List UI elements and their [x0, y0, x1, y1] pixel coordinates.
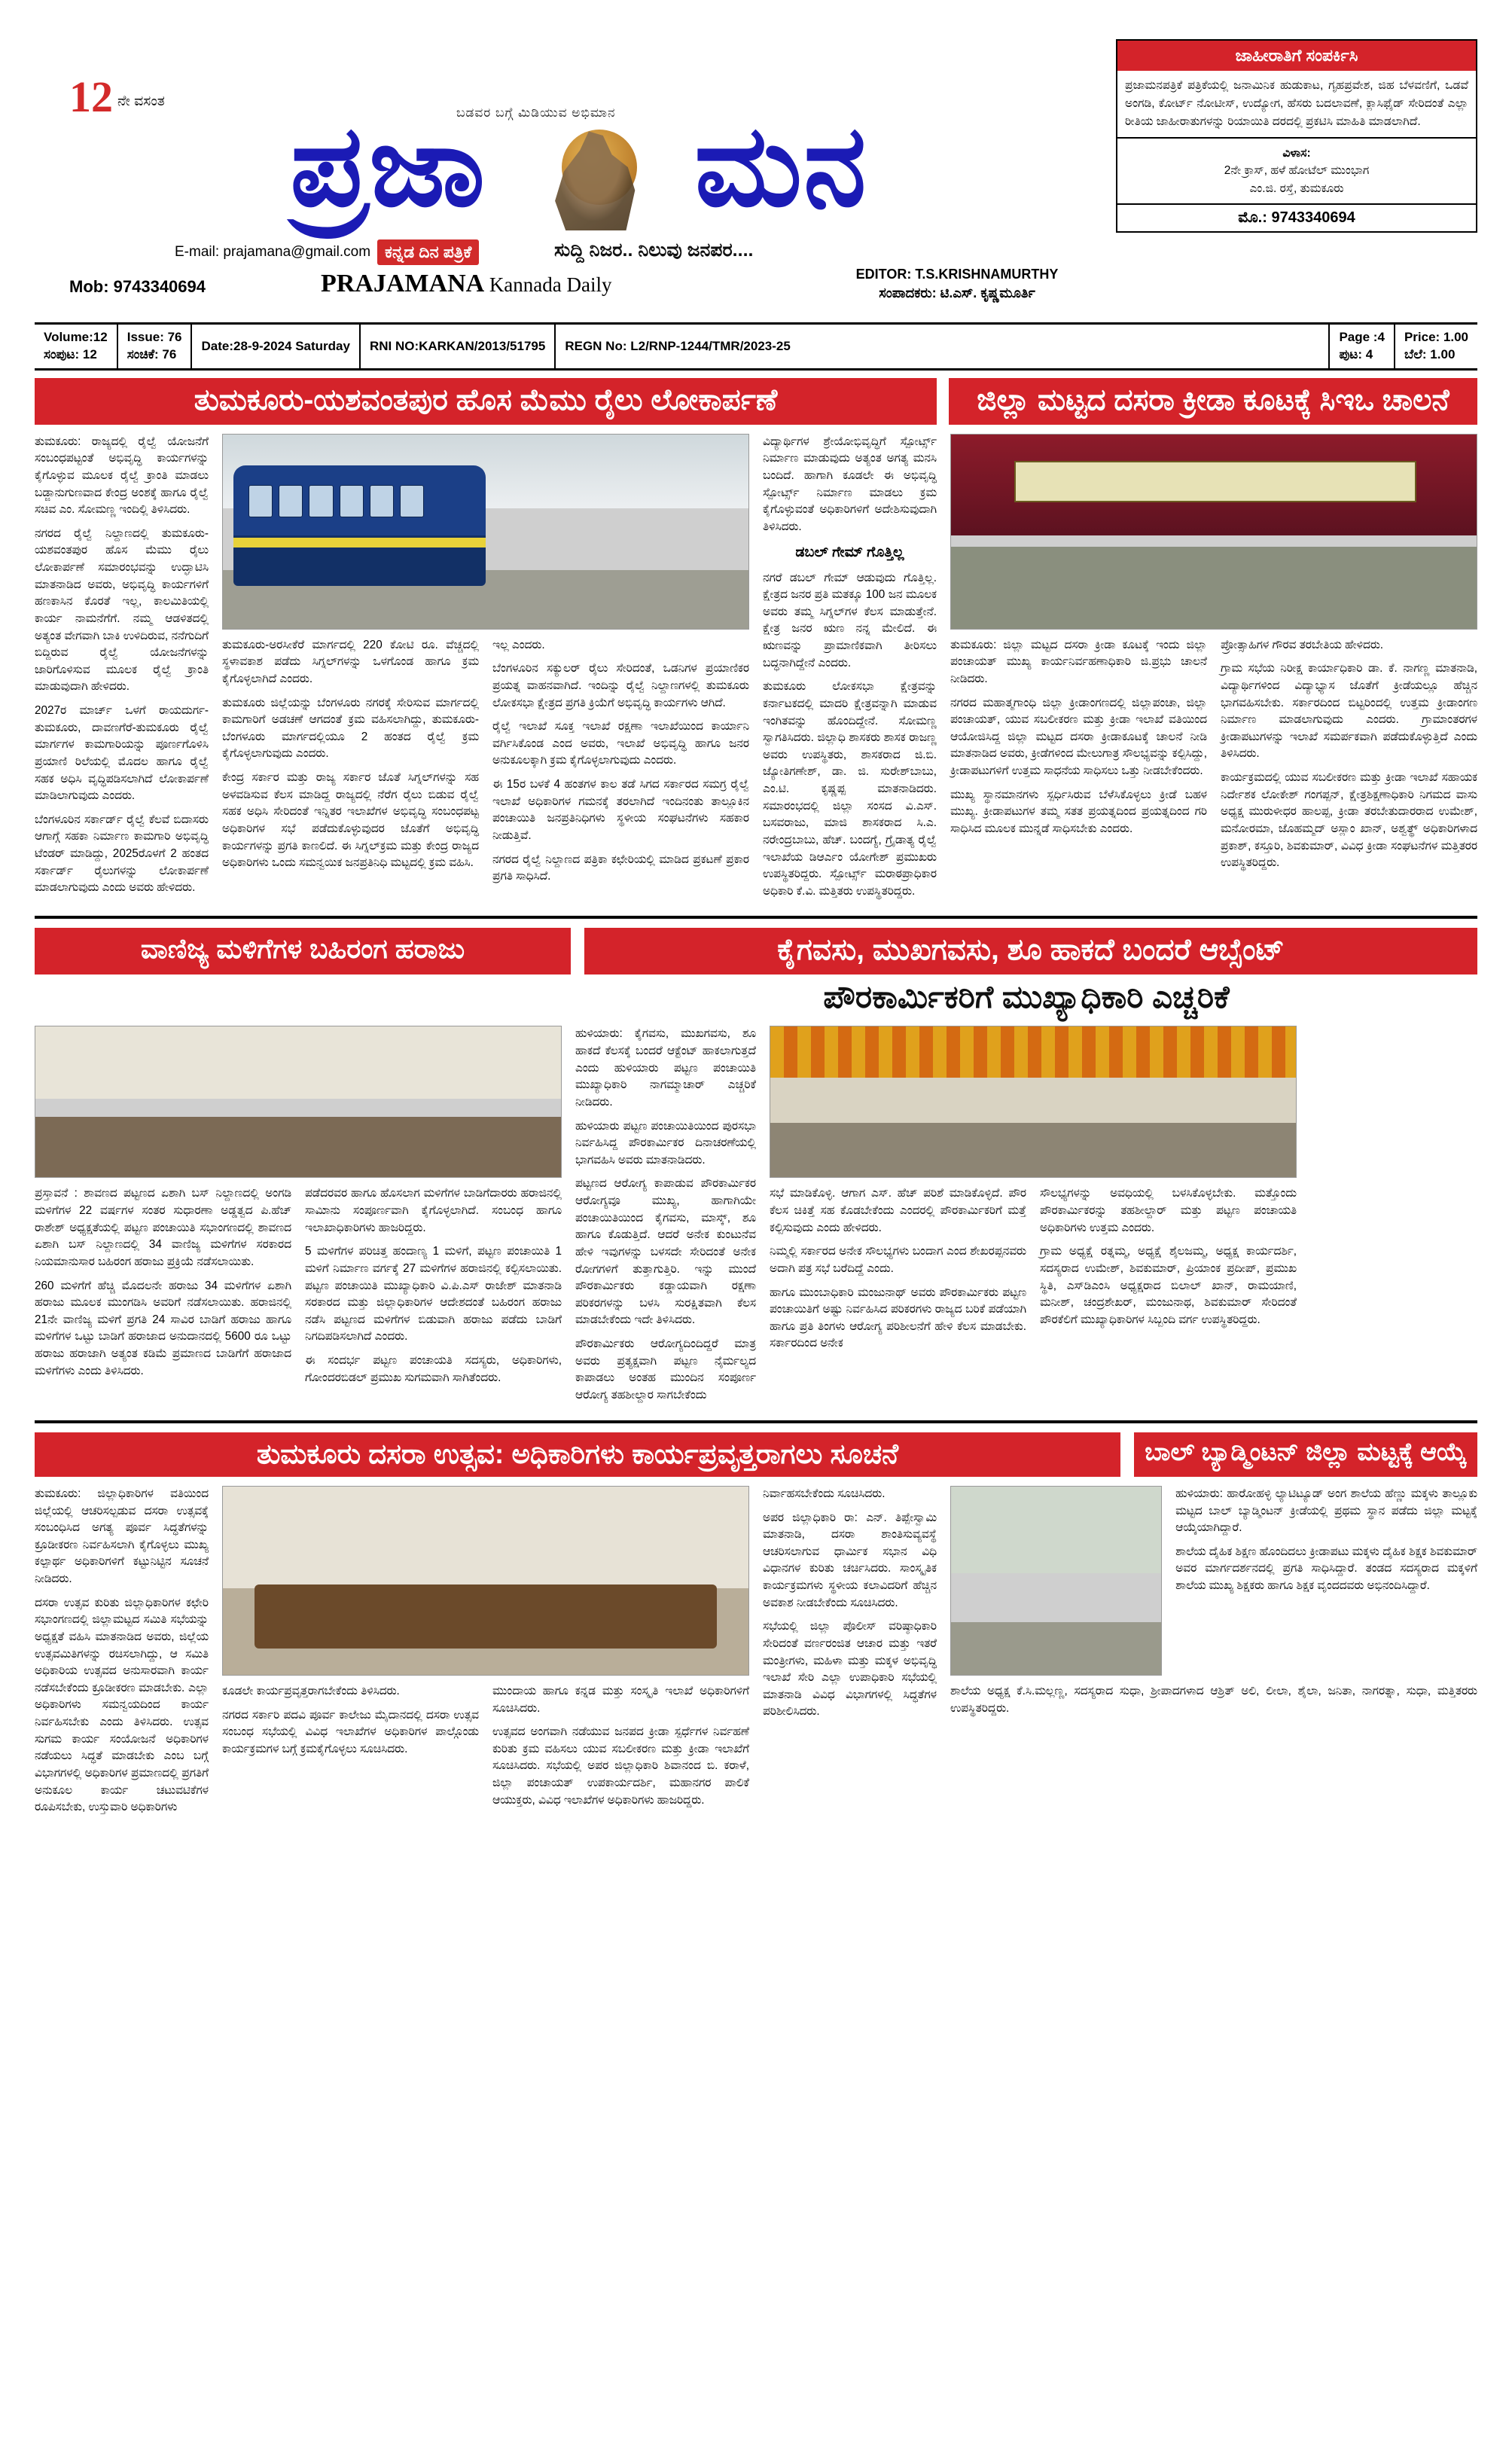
- story2-headline: ವಾಣಿಜ್ಯ ಮಳಿಗೆಗಳ ಬಹಿರಂಗ ಹರಾಜು: [35, 928, 571, 974]
- ad-box-body: ಪ್ರಜಾಮನಪತ್ರಿಕೆ ಪತ್ರಿಕೆಯಲ್ಲಿ ಜನಾಮಿನಿಕ ಹುಡುಕಾಟ, ಗೃಹಪ್ರವೇಶ, ಜಿಹ ಬೆಳವಣಿಗೆ, ಒಡವೆ ಅಂಗಡಿ, ಕೋರ್ಟ್ ನೋಟೀಸ್, ಉದ್ಯೋಗ, ಹೆಸರು ಬದಲಾವಣೆ, ಕ್ಲಾಸಿಫೈಡ್ ಸೇರಿದಂತೆ ಎಲ್ಲಾ ರೀತಿಯ ಜಾಹೀರಾತುಗಳನ್ನು ರಿಯಾಯಿತಿ ದರದಲ್ಲಿ ಪ್ರಕಟಿಸಿ ಮಾಹಿತಿ ಮಾಡಲಾಗಿದೆ.: [1125, 79, 1468, 129]
- story3-photo-block: [770, 1026, 1297, 1411]
- ad-phone-number: 9743340694: [1271, 209, 1355, 226]
- advertisement-box: [1116, 39, 1477, 233]
- story1-col4-p0: ವಿದ್ಯಾರ್ಥಿಗಳ ಶ್ರೇಯೋಭಿವೃದ್ಧಿಗೆ ಸ್ಪೋರ್ಟ್ಸ್ ನಿರ್ಮಾಣ ಮಾಡುವುದು ಅತ್ಯಂತ ಅಗತ್ಯ ಮನಸಿ ಬಂದಿದೆ. ಹಾಗಾಗಿ ಕೂಡಲೇ ಈ ಅಭಿವೃದ್ಧಿ ಸ್ಪೋರ್ಟ್ಸ್ ನಿರ್ಮಾಣ ಮಾಡಲು ಕ್ರಮ ಕೈಗೊಳ್ಳುವಂತೆ ಅಧಿಕಾರಿಗಳಿಗೆ ಅದೇಶಿಸುವುದಾಗಿ ತಿಳಿಸಿದರು.: [763, 435, 937, 533]
- story3-col3-p0: ಸೌಲಭ್ಯಗಳನ್ನು ಅವಧಿಯಲ್ಲಿ ಬಳಸಿಕೊಳ್ಳಬೇಕು. ಮತ್ತೊಂದು ಪೌರಕಾರ್ಮಿಕರನ್ನು ತಹಶೀಲ್ದಾರ್ ಮತ್ತು ಪಟ್ಟಣ ಪಂಚಾಯತಿ ಅಧಿಕಾರಿಗಳು ಉತ್ತಮ ಎಂದರು.: [1040, 1187, 1297, 1234]
- email-text: E-mail: prajamana@gmail.com: [175, 244, 371, 260]
- issue-info-bar: [35, 322, 1477, 371]
- ad-box-phone: [1117, 203, 1476, 231]
- story3-col2-p0: ಸಭೆ ಮಾಡಿಕೊಳ್ಳಿ. ಆಗಾಗ ಎಸ್. ಹೆಚ್ ಪರಿಶೆ ಮಾಡಿಕೊಳ್ಳಿದೆ. ಪೌರ ಕೆಲಸ ಚಿಕಿತ್ತೆ ಸಹ ಕೊಡಬೇಕೆಂದು ಎಂದರಲ್ಲಿ ಪೌರಕಾರ್ಮಿಕರಿಗೆ ಮತ್ತೆ ಕಲ್ಪಿಸುವುದು ಎಂದು ಹೇಳಿದರು.: [770, 1187, 1026, 1234]
- mobile-number: Mob: 9743340694: [69, 277, 206, 296]
- story4-col4: [763, 1486, 937, 1823]
- editor-line-en: EDITOR: T.S.KRISHNAMURTHY: [855, 267, 1059, 282]
- story2-col2-p2: ಈ ಸಂದರ್ಭ ಪಟ್ಟಣ ಪಂಚಾಯತಿ ಸದಸ್ಯರು, ಅಧಿಕಾರಿಗಳು, ಗೋಂದರಬಿಡಲ್ ಪ್ರಮುಖ ಸುಗಮವಾಗಿ ಸಾಗಿತೆಂದರು.: [305, 1354, 562, 1384]
- price-kn: ಬೆಲೆ: 1.00: [1404, 347, 1456, 361]
- anniversary-number: 12: [69, 72, 113, 121]
- issue-en: Issue: 76: [127, 330, 182, 345]
- rni-cell: RNI NO:KARKAN/2013/51795: [369, 339, 546, 353]
- story4-col1-p1: ದಸರಾ ಉತ್ಸವ ಕುರಿತು ಜಿಲ್ಲಾಧಿಕಾರಿಗಳ ಕಛೇರಿ ಸಭಾಂಗಣದಲ್ಲಿ ಜಿಲ್ಲಾಮಟ್ಟದ ಸಮಿತಿ ಸಭೆಯನ್ನು ಅಧ್ಯಕ್ಷತೆ ವಹಿಸಿ ಮಾತನಾಡಿದ ಅವರು, ಜಿಲ್ಲೆಯ ಉತ್ಸವಮಿತಿಗಳನ್ನು ರಚಿಸಲಾಗಿದ್ದು, ಆ ಸಮಿತಿ ಅಧಿಕಾರಿಯ ಉತ್ಸವದ ಅನುಸಾರವಾಗಿ ಕಾರ್ಯ ನಡೆಸಬೇಕೆಂದು ಕ್ರೂಡೀಕರಣ ಮಾಡಬೇಕು. ಎಲ್ಲಾ ಅಧಿಕಾರಿಗಳು ಸಮನ್ವಯದಿಂದ ಕಾರ್ಯ ನಿರ್ವಹಿಸಬೇಕು ಎಂದು ತಿಳಿಸಿದರು. ಉತ್ಸವ ಸುಗಮ ಕಾರ್ಯ ಸಂಯೋಜನೆ ಅಧಿಕಾರಿಗಳ ನಡೆಯಲು ಸಿದ್ಧತೆ ಮಾಡಬೇಕು ಎಂಬ ಬಗ್ಗೆ ವಿಭಾಗಗಳಲ್ಲಿ ಅಧಿಕಾರಿಗಳ ಪ್ರಮಾಣದಲ್ಲಿ ಪ್ರಗತಿಗೆ ಅನುಕೂಲ ಕಾರ್ಯ ಚಟುವಟಿಕೆಗಳ ರೂಪಿಸಬೇಕು, ಉಸ್ತುವಾರಿ ಅಧಿಕಾರಿಗಳು: [35, 1596, 209, 1814]
- story1-col2: [222, 434, 749, 907]
- story1-col5-p1: ನಗರದ ಮಹಾತ್ಮಗಾಂಧಿ ಜಿಲ್ಲಾ ಕ್ರೀಡಾಂಗಣದಲ್ಲಿ ಜಿಲ್ಲಾಪಂಚಾ, ಜಿಲ್ಲಾ ಪಂಚಾಯತ್, ಯುವ ಸಬಲೀಕರಣ ಮತ್ತು ಕ್ರೀಡಾ ಇಲಾಖೆ ವತಿಯಿಂದ ಆಯೋಜಿಸಿದ್ದ ಜಿಲ್ಲಾ ಮಟ್ಟದ ದಸರಾ ಕ್ರೀಡಾಕೂಟಕ್ಕೆ ಚಾಲನೆ ನೀಡಿ ಮಾತನಾಡಿದ ಅವರು, ಕ್ರೀಡೆಗಳಿಂದ ಮೇಲುಗಾತ್ರ ಸೌಲಭ್ಯವನ್ನು ಕಲ್ಪಿಸಿದ್ದು, ಕ್ರೀಡಾಪಟುಗಳಿಗೆ ಉತ್ತಮ ಸಾಧನೆಯ ಸಾಧಿಸಲು ಒತ್ತು ನೀಡಬೇಕೆಂದರು.: [950, 696, 1207, 778]
- paper-name-english: PRAJAMANA Kannada Daily: [321, 270, 612, 297]
- story1-col6-p2: ಕಾರ್ಯಕ್ರಮದಲ್ಲಿ ಯುವ ಸಬಲೀಕರಣ ಮತ್ತು ಕ್ರೀಡಾ ಇಲಾಖೆ ಸಹಾಯಕ ನಿರ್ದೇಶಕ ಲೋಕೇಶ್ ಗಂಗಪ್ಪನ್, ಕ್ಷೇತ್ರಶಿಕ್ಷಣಾಧಿಕಾರಿ ನಿಗಮದ ವಾಸು ಅಧ್ಯಕ್ಷ ಮುರುಳೀಧರ ಹಾಲಪ್ಪ, ಕ್ರೀಡಾ ತರಬೇತುದಾರರಾದ ಉಮೇಶ್, ಮನೋರಮಾ, ಜೊಹಮ್ಮದ್ ಅಸ್ಲಾಂ ಖಾನ್, ಅಶ್ವತ್ಥ್ ಅಧಿಕಾರಿಗಳಾದ ಪ್ರಕಾಶ್, ಕಸ್ತೂರಿ, ಶಿವಕುಮಾರ್, ವಿವಿಧ ಕ್ರೀಡಾ ಸಂಘಟನೆಗಳ ಮತ್ತಿತರರ ಉಪಸ್ಥಿತರಿದ್ದರು.: [1221, 771, 1477, 870]
- sports-event-photo: [950, 434, 1477, 630]
- story1-col1-p1: ನಗರದ ರೈಲ್ವೆ ನಿಲ್ದಾಣದಲ್ಲಿ ತುಮಕೂರು-ಯಶವಂತಪುರ ಹೊಸ ಮೆಮು ರೈಲು ಲೋಕಾರ್ಪಣೆ ಸಮಾರಂಭವನ್ನು ಉದ್ಘಾಟಿಸಿ ಮಾತನಾಡಿದ ಅವರು, ಅಭಿವೃದ್ಧಿ ಕಾರ್ಯಗಳಿಗೆ ಹಣಕಾಸಿನ ಕೊರತೆ ಇಲ್ಲ, ಕಾಲಮಿತಿಯಲ್ಲಿ ಕಾರ್ಯ ನಾಮನೆಗೆಗೆ. ನಮ್ಮ ಆಡಳಿತದಲ್ಲಿ ಅತ್ಯಂತ ವೇಗವಾಗಿ ಬಾಕಿ ಉಳಿದಿರುವ, ನನೆಗುದಿಗೆ ಬಿದ್ದಿರುವ ರೈಲ್ವೆ ಯೋಜನೆಗಳನ್ನು ಜಾರಿಗೊಳಿಸುವ ಮೂಲಕ ರೈಲ್ವೆ ಕ್ರಾಂತಿ ಮಾಡುವುದಾಗಿ ಹೇಳಿದರು.: [35, 526, 209, 694]
- story1-col1-p3: ಬೆಂಗಳೂರಿನ ಸರ್ಕಾರ್ಡ್ ರೈಲ್ವೆ ಕೆಲವೆ ಬಿದಾಸರು ಆಗಾಗ್ಗೆ ಸಹಕಾ ನಿರ್ಮಾಣ ಕಾಮಗಾರಿ ಅಭಿವೃದ್ಧಿ ಟೆಂಡರ್ ಮಾಡಿದ್ದು, 2025ರೊಳಗೆ 2 ಹಂತದ ಸರ್ಕಾರ್ಡ್ ರೈಲುಗಳನ್ನು ಲೋಕಾರ್ಪಣೆ ಮಾಡಲಾಗುವುದು ಎಂದು ಅವರು ಹೇಳಿದರು.: [35, 813, 209, 895]
- issue-cell: [118, 325, 191, 368]
- story4-right-block: [950, 1486, 1477, 1823]
- story1-col3-p1: ಬೆಂಗಳೂರಿನ ಸಕ್ಯುಲರ್ ರೈಲು ಸೇರಿದಂತೆ, ಒಡನಿಗಳ ಪ್ರಯಾಣಿಕರ ಪ್ರಯತ್ನ ವಾಹನವಾಗಿದೆ. ಇಂದಿನ್ನು ರೈಲ್ವೆ ನಿಲ್ದಾಣಗಳಲ್ಲಿ ತುಮಕೂರು ಲೋಕಸಭಾ ಕ್ಷೇತ್ರದ ಪ್ರಗತಿ ಕ್ರಿಯೆಗೆ ಅಭಿವೃದ್ಧಿ ಕಾರ್ಯಗಳು ಆಗಿದೆ.: [492, 662, 749, 709]
- story3-col3-p1: ಗ್ರಾಮ ಅಧ್ಯಕ್ಷೆ ರತ್ನಮ್ಮ, ಅಧ್ಯಕ್ಷೆ ಶೈಲಜಮ್ಮ, ಅಧ್ಯಕ್ಷ ಕಾರ್ಯದರ್ಶಿ, ಸದಸ್ಯರಾದ ಉಮೇಶ್, ಶಿವಕುಮಾರ್, ಪ್ರಿಯಾಂಕ ಪ್ರದೀಪ್, ಪ್ರಮುಖ ಸ್ಥಿತಿ, ಎಸ್‌ಡಿಎಂಸಿ ಅಧ್ಯಕ್ಷರಾದ ಬಿಲಾಲ್ ಖಾನ್, ರಾಮಯಾಣಿ, ಮನೀಶ್, ಚಂದ್ರಶೇಖರ್, ಮಂಜುನಾಥ, ಶಿವಕುಮಾರ್ ಸೇರಿದಂತೆ ಪೌರಕೆಲಿಗೆ ಮುಖ್ಯಾಧಿಕಾರಿಗಳ ಸಿಬ್ಬಂದಿ ವರ್ಗ ಉಪಸ್ಥಿತರಿದ್ದರು.: [1040, 1245, 1297, 1326]
- story1-col2-p2: ಕೇಂದ್ರ ಸರ್ಕಾರ ಮತ್ತು ರಾಜ್ಯ ಸರ್ಕಾರ ಜೊತೆ ಸಿಗ್ನಲ್‌ಗಳನ್ನು ಸಹ ಅಳವಡಿಸುವ ಕೆಲಸ ಮಾಡಿದ್ದ ರಾಜ್ಯದಲ್ಲಿ ನೆರೆಗ ರೈಲು ಬಿಡುವ ರೈಲ್ವೆ ಸಹಕ ಅಧಿಸಿ ಸೇರಿದಂತೆ ಇನ್ನಿತರ ಇಲಾಖೆಗಳ ಅಭಿವೃದ್ಧಿ ಸಂಬಂಧಪಟ್ಟ ಅಧಿಕಾರಿಗಳ ಸಭೆ ಪಡೆದುಕೊಳ್ಳುವುದರ ಜೊತೆಗೆ ಅಭಿವೃದ್ಧಿ ಕಾರ್ಯಗಳನ್ನು ಪ್ರಗತಿ ಕಾಣಲಿದೆ. ಈ ಸಿಗ್ನಲ್‌ಕ್ರಮ ಮತ್ತು ಕೇಂದ್ರ ರಾಜ್ಯದ ಅಧಿಕಾರಿಗಳು ಒಂದು ಸಮನ್ವಯಿಕ ಜನಪ್ರತಿನಿಧಿ ಮಟ್ಟದಲ್ಲಿ ಕ್ರಮ ವಹಿಸಿ.: [222, 771, 479, 870]
- story1-col3-p4: ನಗರದ ರೈಲ್ವೆ ನಿಲ್ದಾಣದ ಪತ್ರಿಕಾ ಕಛೇರಿಯಲ್ಲಿ ಮಾಡಿದ ಪ್ರಕಟಣೆ ಪ್ರಕಾರ ಪ್ರಗತಿ ಸಾಧಿಸಿದೆ.: [492, 852, 749, 883]
- story4-col5-p1: ಶಾಲೆಯ ದೈಹಿಕ ಶಿಕ್ಷಣ ಹೊಂದಿದಲು ಕ್ರೀಡಾಪಟು ಮಕ್ಕಳು ದೈಹಿಕ ಶಿಕ್ಷಕ ಶಿವಕುಮಾರ್ ಅವರ ಮಾರ್ಗದರ್ಶನದಲ್ಲಿ ಪ್ರಗತಿ ಸಾಧಿಸಿದ್ದಾರೆ. ತಂಡದ ಸದಸ್ಯರಾದ ಮಕ್ಕಳಿಗೆ ಶಾಲೆಯ ಮುಖ್ಯ ಶಿಕ್ಷಕರು ಹಾಗೂ ಶಿಕ್ಷಕ ವೃಂದದವರು ಅಭಿನಂದಿಸಿದ್ದಾರೆ.: [1175, 1545, 1477, 1593]
- volume-cell: [35, 325, 117, 368]
- price-en: Price: 1.00: [1404, 330, 1468, 345]
- story1-col4b-p1: ತುಮಕೂರು ಲೋಕಸಭಾ ಕ್ಷೇತ್ರವನ್ನು ಕರ್ನಾಟಕದಲ್ಲಿ ಮಾದರಿ ಕ್ಷೇತ್ರವನ್ನಾಗಿ ಮಾಡುವ ಇಂಗಿತವನ್ನು ಹೊಂದಿದ್ದೇನೆ. ಸೋಮಣ್ಣ ಸ್ವಾಗತಿಸಿದರು. ಜಿಲ್ಲಾಧಿ ಶಾಸಕರು ಶಾಸಕ ರಾಜಣ್ಣ ಅವರು ಉಪಸ್ಥಿತರು, ಶಾಸಕರಾದ ಜಿ.ಬಿ. ಜ್ಯೋತಿಗಣೇಶ್, ಡಾ. ಜಿ. ಸುರೇಶ್‌ಬಾಬು, ಎಂ.ಟಿ. ಕೃಷ್ಣಪ್ಪ ಮಾತನಾಡಿದರು. ಸಮಾರಂಭದಲ್ಲಿ ಜಿಲ್ಲಾ ಸಂಸದ ವಿ.ಎಸ್. ಬಸವರಾಜು, ಮಾಜಿ ಶಾಸಕರಾದ ಸಿ.ಎ. ನರೇಂದ್ರಬಾಬು, ಹೆಚ್. ಬಂದಗ್ಯೆ, ಗ್ರೈಡಾತ್ಯ ರೈಲ್ವೆ ಇಲಾಖೆಯ ಡಿಆರ್ಎಂ ಯೋಗೇಶ್ ಪ್ರಮುಖರು ಉಪಸ್ಥಿತರಿದ್ದರು. ಸ್ಪೋರ್ಟ್ಸ್ ಮರಾಠಪ್ರಾಧಿಕಾರ ಅಧಿಕಾರಿ ಕೆ.ವಿ. ಮತ್ತಿತರು ಉಪಸ್ಥಿತರಿದ್ದರು.: [763, 680, 937, 898]
- ad-box-title: ಜಾಹೀರಾತಿಗೆ ಸಂಪರ್ಕಿಸಿ: [1117, 41, 1476, 71]
- story2-col1-p0: ಪ್ರಸ್ತಾವನೆ : ಶಾವಣದ ಪಟ್ಟಣದ ಏಶಾಗಿ ಬಸ್ ನಿಲ್ದಾಣದಲ್ಲಿ ಅಂಗಡಿ ಮಳಿಗೆಗಳ 22 ವರ್ಷಗಳ ಸಂತರ ಸುಧಾರಣಾ ಅಡ್ಡತ್ವದ ಪಿ.ಹೆಚ್ ರಾಶೇಶ್ ಅಧ್ಯಕ್ಷತೆಯಲ್ಲಿ ಪಟ್ಟಣ ಪಂಚಾಯಿತಿ ಸಭಾಂಗಣದಲ್ಲಿ ಶಾವಣದ ಏಶಾಗಿ ಬಸ್ ನಿಲ್ದಾಣದಲ್ಲಿ 34 ವಾಣಿಜ್ಯ ಮಳಿಗೆಗಳ ಸರಕಾರದ ನಿಯಮಾನುಸಾರ ಬಹಿರಂಗ ಹರಾಜು ಪ್ರಕ್ರಿಯೆ ನಡೆಸಲಾಯಿತು.: [35, 1187, 291, 1268]
- story1-col5: [950, 434, 1477, 907]
- story4-headline-right: ಬಾಲ್ ಬ್ಯಾಡ್ಮಿಂಟನ್ ಜಿಲ್ಲಾ ಮಟ್ಟಕ್ಕೆ ಆಯ್ಕೆ: [1134, 1432, 1477, 1477]
- story3-headline-line1: ಕೈಗವಸು, ಮುಖಗವಸು, ಶೂ ಹಾಕದೆ ಬಂದರೆ ಆಬ್ಸೆಂಟ್: [584, 928, 1477, 974]
- story4-col4-p0: ನಿರ್ವಾಹಸಬೇಕೆಂದು ಸೂಚಿಸಿದರು.: [763, 1487, 886, 1500]
- page-en: Page :4: [1339, 330, 1385, 345]
- story1-col5-p2: ಮುಖ್ಯ ಸ್ಥಾನಮಾನಗಳು ಸ್ಪರ್ಧಿಸಿರುವ ಬೆಳೆಸಿಕೊಳ್ಳಲು ಕ್ರೀಡೆ ಬಹಳ ಮುಖ್ಯ. ಕ್ರೀಡಾಪಟುಗಳ ತಮ್ಮ ಸತತ ಪ್ರಯತ್ನದಿಂದ ಪ್ರಯತ್ನದಿಂದ ಗರಿ ಸಾಧಿಸಿದ ಮೂಲಕ ಮುನ್ನಡೆ ಸಾಧಿಸಬೇಕು ಎಂದರು.: [950, 788, 1207, 835]
- story1-col6-p1: ಗ್ರಾಮ ಸಭೆಯ ನಿರೀಕ್ಷ ಕಾರ್ಯಾಧಿಕಾರಿ ಡಾ. ಕೆ. ನಾಗಣ್ಣ ಮಾತನಾಡಿ, ವಿದ್ಯಾರ್ಥಿಗಳಿಂದ ವಿದ್ಯಾಭ್ಯಾಸ ಜೊತೆಗೆ ಕ್ರೀಡೆಯಲ್ಲೂ ಹೆಚ್ಚಿನ ಭಾಗವಹಿಸಬೇಕು. ಸರ್ಕಾರದಿಂದ ಬಿಟ್ಟರಿಂದಲ್ಲಿ ಉತ್ತಮ ಕ್ರೀಡಾಂಗಣ ನಿರ್ಮಾಣ ಮಾಡಲಾಗುವುದು ಎಂದರು. ಗ್ರಾಮಾಂತರಗಳ ಕ್ರೀಡಾಪಟುಗಳನ್ನು ಇಲಾಖೆ ಸಮರ್ಪಕವಾಗಿ ಪಡೆದುಕೊಳ್ಳುತ್ತಿದೆ ಎಂದು ತಿಳಿಸಿದರು.: [1221, 662, 1477, 761]
- story4-col2-p0: ಕೂಡಲೇ ಕಾರ್ಯಪ್ರವೃತ್ತರಾಗಬೇಕೆಂದು ತಿಳಿಸಿದರು.: [222, 1684, 400, 1697]
- ad-address-line1: 2ನೇ ಕ್ರಾಸ್, ಹಳೆ ಹೋಟೆಲ್ ಮುಂಭಾಗ: [1224, 164, 1370, 178]
- anniversary-label: ನೇ ವಸಂತ: [117, 93, 165, 110]
- story1-col4b-p0: ನಗರೆ ಡಬಲ್ ಗೇಮ್ ಆಡುವುದು ಗೊತ್ತಿಲ್ಲ. ಕ್ಷೇತ್ರದ ಜನರ ಪ್ರತಿ ಮತಕ್ಕೂ 100 ಜನ ಮೂಲಕ ಅವರು ತಮ್ಮ ಸಿಗ್ನಲ್‌ಗಳ ಕೆಲಸ ಮಾಡುತ್ತೇನೆ. ಕ್ಷೇತ್ರ ಜನರ ಋಣ ನನ್ನ ಮೇಲಿದೆ. ಈ ಋಣವನ್ನು ಪ್ರಾಮಾಣಿಕವಾಗಿ ತೀರಿಸಲು ಬದ್ಧನಾಗಿದ್ದೇನೆ ಎಂದರು.: [763, 571, 937, 669]
- story1-col6-p0: ಪ್ರೋತ್ಸಾಹಿಗಳ ಗೌರವ ತರಬೇತಿಯ ಹೇಳಿದರು.: [1221, 638, 1384, 651]
- story3-headline-line2: ಪೌರಕಾರ್ಮಿಕರಿಗೆ ಮುಖ್ಯಾಧಿಕಾರಿ ಎಚ್ಚರಿಕೆ: [823, 979, 1230, 1015]
- story3-col1-p3: ಪೌರಕಾರ್ಮಿಕರು ಆರೋಗ್ಯದಿಂದಿದ್ದರೆ ಮಾತ್ರ ಅವರು ಪ್ರತ್ಯಕ್ಷವಾಗಿ ಪಟ್ಟಣ ನೈರ್ಮಲ್ಯದ ಕಾಪಾಡಲು ಅಂತಹ ಮುಂದಿನ ಸಂಪೂರ್ಣ ಆರೋಗ್ಯ ತಹಶೀಲ್ದಾರ ಸಾಗಬೇಕೆಂದು: [575, 1337, 756, 1402]
- volume-kn: ಸಂಪುಟ: 12: [44, 347, 97, 361]
- story23-headline-row: [35, 928, 1477, 974]
- story4-photo-block: [222, 1486, 749, 1823]
- story4-col2-p1: ನಗರದ ಸರ್ಕಾರಿ ಪದವಿ ಪೂರ್ವ ಕಾಲೇಜು ಮೈದಾನದಲ್ಲಿ ದಸರಾ ಉತ್ಸವ ಸಂಬಂಧ ಸಭೆಯಲ್ಲಿ ವಿವಿಧ ಇಲಾಖೆಗಳ ಅಧಿಕಾರಿಗಳ ಪಾಲ್ಗೊಂಡು ಕಾರ್ಯಕ್ರಮಗಳ ಬಗ್ಗೆ ಕ್ರಮಕೈಗೊಳ್ಳಲು ಸೂಚಿಸಿದರು.: [222, 1708, 479, 1755]
- story2-col2-p0: ಪಡೆದರವರ ಹಾಗೂ ಹೊಸಲಾಗ ಮಳಿಗೆಗಳ ಬಾಡಿಗೆದಾರರು ಹರಾಜಿನಲ್ಲಿ ಸಾಮಿಾನು ಸಂಪೂರ್ಣವಾಗಿ ಕೈಗೊಳ್ಳಲಾಗಿದೆ. ಸಂಬಂಧ ಹಾಗೂ ಇಲಾಖಾಧಿಕಾರಿಗಳು ಹಾಜರಿದ್ದರು.: [305, 1187, 562, 1234]
- story4-col3-p0: ಮುಂದಾಯ ಹಾಗೂ ಕನ್ನಡ ಮತ್ತು ಸಂಸ್ಕೃತಿ ಇಲಾಖೆ ಅಧಿಕಾರಿಗಳಿಗೆ ಸೂಚಿಸಿದರು.: [492, 1684, 749, 1715]
- story3-col2-p2: ಹಾಗೂ ಮುಂಬಾಧಿಕಾರಿ ಮಂಜುನಾಥ್ ಅವರು ಪೌರಕಾರ್ಮಿಕರು ಪಟ್ಟಣ ಪಂಚಾಯಿತಿಗೆ ಅಷ್ಟು ನಿರ್ವಹಿಸಿದ ಪರಿಕರಗಳು ರಾಜ್ಯದ ಬರಿಕೆ ಪಡೆಯಾಗಿ ಹಾಗೂ ಪ್ರತಿ ತಿಂಗಳು ಆರೋಗ್ಯ ಪರಿಶೀಲನೆಗೆ ಹೇಳಿ ಕೆಲಸ ಮಾಡಬೇಕು. ಸರ್ಕಾರದಿಂದ ಅನೇಕ: [770, 1286, 1026, 1350]
- editor-block: [818, 267, 1096, 301]
- ad-phone-label: ಮೊ.:: [1238, 209, 1267, 226]
- story1-headline-row: [35, 378, 1477, 425]
- story4-col4-p2: ಸಭೆಯಲ್ಲಿ ಜಿಲ್ಲಾ ಪೊಲೀಸ್ ವರಿಷ್ಠಾಧಿಕಾರಿ ಸೇರಿದಂತೆ ವರ್ಣರಂಜಿತ ಆಚಾರ ಮತ್ತು ಇತರೆ ಮಂತ್ರೀಗಳು, ಮಹಿಳಾ ಮತ್ತು ಮಕ್ಕಳ ಅಭಿವೃದ್ಧಿ ಇಲಾಖೆ ಸೇರಿ ಎಲ್ಲಾ ಉಪಾಧಿಕಾರಿ ಸಭೆಯಲ್ಲಿ ಮಾತನಾಡಿ ವಿವಿಧ ವಿಭಾಗಗಳಲ್ಲಿ ಸಿದ್ಧತೆಗಳ ಪರಿಶೀಲಿಸಿದರು.: [763, 1620, 937, 1719]
- masthead: [35, 24, 1477, 319]
- story2-block: [35, 1026, 562, 1411]
- story3-col1-p1: ಹುಳಿಯಾರು ಪಟ್ಟಣ ಪಂಚಾಯಿತಿಯಿಂದ ಪುರಸಭಾ ನಿರ್ವಹಿಸಿದ್ದ ಪೌರಕಾರ್ಮಿಕರ ದಿನಾಚರಣೆಯಲ್ಲಿ ಭಾಗವಹಿಸಿ ಅವರು ಮಾತನಾಡಿದರು.: [575, 1119, 756, 1167]
- story4-col1: [35, 1486, 209, 1823]
- story1-col2-p0: ತುಮಕೂರು-ಅರಸೀಕೆರೆ ಮಾರ್ಗದಲ್ಲಿ 220 ಕೋಟಿ ರೂ. ವೆಚ್ಚದಲ್ಲಿ ಸ್ಥಳಾವಕಾಶ ಪಡೆದು ಸಿಗ್ನಲ್‌ಗಳನ್ನು ಒಳಗೊಂಡ ಹಾಗೂ ಕ್ರಮ ಕೈಗೊಳ್ಳಲಾಗಿದೆ ಎಂದರು.: [222, 638, 479, 685]
- volume-en: Volume:12: [44, 330, 108, 345]
- story4-headline-left: ತುಮಕೂರು ದಸರಾ ಉತ್ಸವ: ಅಧಿಕಾರಿಗಳು ಕಾರ್ಯಪ್ರವೃತ್ತರಾಗಲು ಸೂಚನೆ: [35, 1432, 1120, 1477]
- auction-meeting-photo: [35, 1026, 562, 1178]
- story1-subhead: ಡಬಲ್ ಗೇಮ್ ಗೊತ್ತಿಲ್ಲ: [795, 544, 904, 561]
- story4-col5-p0: ಹುಳಿಯಾರು: ಹಾರೋಹಳ್ಳಿ ಲ್ಯಾಟಿಟ್ಯೂಡ್ ಅಂಗ ಶಾಲೆಯ ಹೆಣ್ಣು ಮಕ್ಕಳು ತಾಲ್ಲೂಕು ಮಟ್ಟದ ಬಾಲ್ ಬ್ಯಾಡ್ಮಿಂಟನ್ ಕ್ರೀಡೆಯಲ್ಲಿ ಪ್ರಥಮ ಸ್ಥಾನ ಪಡೆದು ಜಿಲ್ಲಾ ಮಟ್ಟಕ್ಕೆ ಆಯ್ಕೆಯಾಗಿದ್ದಾರೆ.: [1175, 1487, 1477, 1535]
- story1-col2-p1: ತುಮಕೂರು ಜಿಲ್ಲೆಯನ್ನು ಬೆಂಗಳೂರು ನಗರಕ್ಕೆ ಸೇರಿಸುವ ಮಾರ್ಗದಲ್ಲಿ ಕಾಮಗಾರಿಗೆ ಅಡಚಣೆ ಆಗದಂತೆ ಕ್ರಮ ವಹಿಸಲಾಗಿದ್ದು, ತುಮಕೂರು-ಬೆಂಗಳೂರು ಮಾರ್ಗದಲ್ಲಿಯೂ 2 ಹಂತದ ರೈಲ್ವೆ ಕ್ರಮ ಕೈಗೊಳ್ಳಲಾಗುವುದು ಎಂದರು.: [222, 696, 479, 761]
- train-photo: [222, 434, 749, 630]
- statue-emblem-icon: [532, 122, 652, 235]
- logo-part1: ಪ್ರಜಾ: [290, 105, 486, 230]
- price-cell: [1395, 325, 1477, 368]
- story23-body: [35, 1026, 1477, 1411]
- ad-address-label: ವಿಳಾಸ:: [1282, 147, 1311, 160]
- story3-col1-p2: ಪಟ್ಟಣದ ಆರೋಗ್ಯ ಕಾಪಾಡುವ ಪೌರಕಾರ್ಮಿಕರ ಆರೋಗ್ಯವೂ ಮುಖ್ಯ, ಹಾಗಾಗಿಯೇ ಪಂಚಾಯಿತಿಯಿಂದ ಕೈಗವಸು, ಮಾಸ್ಕ್, ಶೂ ಹಾಗೂ ಕೊಡುತ್ತಿದೆ. ಆದರೆ ಅನೇಕ ಕುಂಟುನೆವ ಹೇಳಿ ಇವುಗಳನ್ನು ಬಳಸದೇ ಸೇರಿದಂತೆ ಅನೇಕ ರೋಗಗಳಿಗೆ ತುತ್ತಾಗುತ್ತಿರಿ. ಇನ್ನು ಮುಂದೆ ಪೌರಕಾರ್ಮಿಕರು ಕಡ್ಡಾಯವಾಗಿ ರಕ್ಷಣಾ ಪರಿಕರಗಳನ್ನು ಬಳಸಿ ಸುರಕ್ಷಿತವಾಗಿ ಕೆಲಸ ಮಾಡಬೇಕೆಂದು ಇದೇ ತಿಳಿಸಿದರು.: [575, 1177, 756, 1327]
- story1-col1-p0: ತುಮಕೂರು: ರಾಜ್ಯದಲ್ಲಿ ರೈಲ್ವೆ ಯೋಜನೆಗೆ ಸಂಬಂಧಪಟ್ಟಂತೆ ಅಭಿವೃದ್ಧಿ ಕಾರ್ಯಗಳನ್ನು ಕೈಗೊಳ್ಳುವ ಮೂಲಕ ರೈಲ್ವೆ ಕ್ರಾಂತಿ ಮಾಡಲು ಬಡ್ಜಾನುಗುಣವಾದ ಕೇಂದ್ರ ಅಂಶಕ್ಕೆ ಹಾಗೂ ರೈಲ್ವೆ ಸಚಿವ ಎಂ. ಸೋಮಣ್ಣ ಇಂದಿಲ್ಲಿ ತಿಳಿಸಿದರು.: [35, 435, 209, 517]
- masthead-top-tagline: ಬಡವರ ಬಗ್ಗೆ ಮಿಡಿಯುವ ಅಭಿಮಾನ: [456, 105, 616, 120]
- story1-col3-p0: ಇಲ್ಲ ಎಂದರು.: [492, 638, 545, 651]
- story1-col1: [35, 434, 209, 907]
- story2-col1-p1: 260 ಮಳಿಗೆಗೆ ಹೆಚ್ಚಿ ಮೊದಲನೇ ಹರಾಜು 34 ಮಳಿಗೆಗಳ ಏಶಾಗಿ ಹರಾಜು ಮೂಲಕ ಮುಂಗಡಿಸಿ ಅವರಿಗೆ ನಡೆಸಲಾಯಿತು. ಹರಾಜಿನಲ್ಲಿ 21ನೇ ವಾಣಿಜ್ಯ ಮಳಿಗೆ ಪ್ರಗತಿ 24 ಸಾವಿರ ಬಾಡಿಗೆ ಹರಾಜು ಹಾಗೂ ಮಳಿಗೆಗಳ ಒಟ್ಟು ಬಾಡಿಗೆ ಹರಾಜಾದ ಅನುದಾನದಲ್ಲಿ 5600 ರೂ ಒಟ್ಟು ಹರಾಜು ಹರಾಜಾಗಿ ಅತ್ಯಂತ ಕಡಿಮೆ ಪ್ರಮಾಣದ ಬಾಡಿಗೆಗೆ ಹರಾಜಾದ ಮಳಿಗೆಗಳು ಎಂದು ತಿಳಿಸಿದರು.: [35, 1279, 291, 1377]
- story1-body: [35, 434, 1477, 907]
- story1-col5-p0: ತುಮಕೂರು: ಜಿಲ್ಲಾ ಮಟ್ಟದ ದಸರಾ ಕ್ರೀಡಾ ಕೂಟಕ್ಕೆ ಇಂದು ಜಿಲ್ಲಾ ಪಂಚಾಯತ್ ಮುಖ್ಯ ಕಾರ್ಯನಿರ್ವಹಣಾಧಿಕಾರಿ ಜಿ.ಪ್ರಭು ಚಾಲನೆ ನೀಡಿದರು.: [950, 638, 1207, 685]
- slogan-text: ಸುದ್ದಿ ನಿಜರ.. ನಿಲುವು ಜನಪರ....: [554, 239, 754, 261]
- regn-cell: REGN No: L2/RNP-1244/TMR/2023-25: [565, 339, 791, 353]
- story2-col2-p1: 5 ಮಳಿಗೆಗಳ ಪರಿಚಿತ್ತ ಹಂದಾಣ್ಯ 1 ಮಳಿಗೆ, ಪಟ್ಟಣ ಪಂಚಾಯಿತಿ 1 ಮಳಿಗೆ ನಿರ್ಮಾಣ ವರ್ಗಕ್ಕೆ 27 ಮಳಿಗೆಗಳ ಹರಾಜಿನಲ್ಲಿ ಕಲ್ಪಿಸಲಾಯಿತು. ಪಟ್ಟಣ ಪಂಚಾಯಿತಿ ಮುಖ್ಯಾಧಿಕಾರಿ ವಿ.ಪಿ.ಎಸ್ ರಾಜೇಶ್ ಮಾತನಾಡಿ ಸರಕಾರದ ಮತ್ತು ಜಿಲ್ಲಾಧಿಕಾರಿಗಳ ಆದೇಶದಂತೆ ಬಹಿರಂಗ ಹರಾಜು ನಡೆಸಿ ಪಟ್ಟಣದ ಮಳಿಗೆಗಳ ಬಿಡುವಾಗಿ ಹರಾಜು ಪಡೆದು ಬಾಡಿಗೆ ನಿಗದಿಪಡಿಸಲಾಗಿದೆ ಎಂದರು.: [305, 1245, 562, 1344]
- story1-col3-p2: ರೈಲ್ವೆ ಇಲಾಖೆ ಸೂಕ್ತ ಇಲಾಖೆ ರಕ್ಷಣಾ ಇಲಾಖೆಯಿಂದ ಕಾರ್ಯಾನಿ ವರ್ಗಿಸಿಕೊಂಡ ಎಂದ ಅವರು, ಇಲಾಖೆ ಅಭಿವೃದ್ಧಿ ಹಾಗೂ ಜನರ ಅನುಕೂಲಕ್ಕಾಗಿ ಕ್ರಮ ಕೈಗೊಳ್ಳಲಾಗುವುದು ಎಂದರು.: [492, 720, 749, 767]
- story4-body: [35, 1486, 1477, 1823]
- date-cell: Date:28-9-2024 Saturday: [201, 339, 350, 353]
- story4-headline-row: [35, 1432, 1477, 1477]
- story1-col1-p2: 2027ರ ಮಾರ್ಚ್ ಒಳಗೆ ರಾಯದುರ್ಗ-ತುಮಕೂರು, ದಾವಣಗೆರೆ-ತುಮಕೂರು ರೈಲ್ವೆ ಮಾರ್ಗಗಳ ಕಾಮಗಾರಿಯನ್ನು ಪೂರ್ಣಗೊಳಿಸಿ ಪ್ರಯಾಣಿ ರಿಲೆಯಲ್ಲಿ ಮೊದಲ ಹಾಗೂ ರೈಲ್ವೆ ಸಹಕ ಅಧಿಸಿ ವೃದ್ಧಿಪಡಿಸಲಾಗಿದೆ ಲೋಕಾರ್ಪಣೆ ಮಾಡಿಲಾಗುವುದು ಎಂದರು.: [35, 704, 209, 803]
- story1-col4: [763, 434, 937, 907]
- story3-col1: [575, 1026, 756, 1411]
- story1-col3-p3: ಈ 15ರ ಬಳಕೆ 4 ಹಂತಗಳ ಕಾಲ ತಡೆ ಸಿಗದ ಸರ್ಕಾರದ ಸಮಗ್ರ ರೈಲ್ವೆ ಇಲಾಖೆ ಅಧಿಕಾರಿಗಳ ಗಮನಕ್ಕೆ ತರಲಾಗಿದೆ ಇಂದಿನಂತು ತಾಲ್ಲೂಕಿನ ಪಂಚಾಯಿತಿ ಜನಪ್ರತಿನಿಧಿಗಳು ಸ್ಥಳೀಯ ಸಂಘಟನೆಗಳು ಸಹಕಾರ ನೀಡುತ್ತಿವೆ.: [492, 778, 749, 842]
- page-kn: ಪುಟ: 4: [1339, 347, 1373, 361]
- editor-line-kn: ಸಂಪಾದಕರು: ಟಿ.ಎಸ್. ಕೃಷ್ಣಮೂರ್ತಿ: [879, 285, 1035, 300]
- story1-headline-right: ಜಿಲ್ಲಾ ಮಟ್ಟದ ದಸರಾ ಕ್ರೀಡಾ ಕೂಟಕ್ಕೆ ಸಿಇಒ ಚಾಲನೆ: [949, 378, 1477, 425]
- story1-headline-left: ತುಮಕೂರು-ಯಶವಂತಪುರ ಹೊಸ ಮೆಮು ರೈಲು ಲೋಕಾರ್ಪಣೆ: [35, 378, 937, 425]
- story3-headline2-row: [35, 978, 1477, 1018]
- story3-col2-p1: ನಿಮ್ಮಲ್ಲಿ ಸರ್ಕಾರದ ಅನೇಕ ಸೌಲಭ್ಯಗಳು ಬಂದಾಗ ಎಂದ ಶೇಖರಪ್ಪನವರು ಅದಾಗಿ ಪತ್ರ ಸಭೆ ಬರೆದಿದ್ದೆ ಎಂದು.: [770, 1245, 1026, 1275]
- story3-block: [575, 1026, 1477, 1411]
- badminton-team-photo: [950, 1486, 1162, 1676]
- ad-box-address: [1117, 139, 1476, 203]
- sanitation-workers-photo: [770, 1026, 1297, 1178]
- page-cell: [1330, 325, 1393, 368]
- ad-address-line2: ಎಂ.ಜಿ. ರಸ್ತೆ, ತುಮಕೂರು: [1249, 181, 1344, 195]
- story4-col5-p2: ಶಾಲೆಯ ಅಧ್ಯಕ್ಷ ಕೆ.ಸಿ.ಮಲ್ಲಣ್ಣ, ಸದಸ್ಯರಾದ ಸುಧಾ, ಶ್ರೀಪಾದಗಳಾದ ಆಶ್ರಿತ್ ಅಲಿ, ಲೀಲಾ, ಶೈಲಾ, ಜನಿತಾ, ನಾಗರತ್ನಾ, ಸುಧಾ, ಮತ್ತಿತರರು ಉಪಸ್ಥಿತರಿದ್ದರು.: [950, 1684, 1477, 1715]
- logo-part2: ಮನ: [694, 105, 868, 230]
- issue-kn: ಸಂಚಿಕೆ: 76: [127, 347, 177, 361]
- kannada-daily-tag: ಕನ್ನಡ ದಿನ ಪತ್ರಿಕೆ: [377, 239, 479, 265]
- story4-col1-p0: ತುಮಕೂರು: ಜಿಲ್ಲಾಧಿಕಾರಿಗಳ ವತಿಯಿಂದ ಜಿಲ್ಲೆಯಲ್ಲಿ ಆಚರಿಸಲ್ಪಡುವ ದಸರಾ ಉತ್ಸವಕ್ಕೆ ಸಂಬಂಧಿಸಿದ ಅಗತ್ಯ ಪೂರ್ವ ಸಿದ್ಧತೆಗಳನ್ನು ಕ್ರೂಡೀಕರಣ ನಿರ್ವಹಿಸಲಾಗಿ ಕೈಗೊಳ್ಳಲು ಮುಖ್ಯ ಕಲ್ಪಾರ್ಥ ಅಧಿಕಾರಿಗಳಿಗೆ ಕಟ್ಟುನಿಟ್ಟಿನ ಸೂಚನೆ ನೀಡಿದರು.: [35, 1487, 209, 1586]
- story4-col3-p1: ಉತ್ಸವದ ಅಂಗವಾಗಿ ನಡೆಯುವ ಜನಪದ ಕ್ರೀಡಾ ಸ್ಪರ್ಧೆಗಳ ನಿರ್ವಹಣೆ ಕುರಿತು ಕ್ರಮ ವಹಿಸಲು ಯುವ ಸಬಲೀಕರಣ ಮತ್ತು ಕ್ರೀಡಾ ಇಲಾಖೆಗೆ ಸೂಚಿಸಿದರು. ಸಭೆಯಲ್ಲಿ ಅಪರ ಜಿಲ್ಲಾಧಿಕಾರಿ ಶಿವಾನಂದ ಬಿ. ಕರಾಳೆ, ಜಿಲ್ಲಾ ಪಂಚಾಯತ್ ಉಪಕಾರ್ಯದರ್ಶಿ, ಮಹಾನಗರ ಪಾಲಿಕೆ ಆಯುಕ್ತರು, ವಿವಿಧ ಇಲಾಖೆಗಳ ಅಧಿಕಾರಿಗಳು ಹಾಜರಿದ್ದರು.: [492, 1725, 749, 1807]
- dasara-meeting-photo: [222, 1486, 749, 1676]
- story4-col4-p1: ಅಪರ ಜಿಲ್ಲಾಧಿಕಾರಿ ರಾ: ಎನ್. ತಿಪ್ಪೇಸ್ವಾಮಿ ಮಾತನಾಡಿ, ದಸರಾ ಶಾಂತಿಸುವ್ಯವಸ್ಥೆ ಆಚರಿಸಲಾಗುವ ಧಾರ್ಮಿಕ ಸಭಾನ ವಿಧಿ ವಿಧಾನಗಳ ಕುರಿತು ಚರ್ಚಿಸಿದರು. ಸಾಂಸ್ಕೃತಿಕ ಕಾರ್ಯಕ್ರಮಗಳು ಸ್ಥಳೀಯ ಕಲಾವಿದರಿಗೆ ಹೆಚ್ಚಿನ ಅವಕಾಶ ನೀಡಬೇಕೆಂದು ಸೂಚಿಸಿದರು.: [763, 1511, 937, 1609]
- story3-col1-p0: ಹುಳಿಯಾರು: ಕೈಗವಸು, ಮುಖಗವಸು, ಶೂ ಹಾಕದೆ ಕೆಲಸಕ್ಕೆ ಬಂದರೆ ಆಕ್ಟೆಂಟ್ ಹಾಕಲಾಗುತ್ತದೆ ಎಂದು ಹುಳಿಯಾರು ಪಟ್ಟಣ ಪಂಚಾಯಿತಿ ಮುಖ್ಯಾಧಿಕಾರಿ ನಾಗಮ್ಮಾಚಾರ್ ಎಚ್ಚರಿಕೆ ನೀಡಿದರು.: [575, 1027, 756, 1109]
